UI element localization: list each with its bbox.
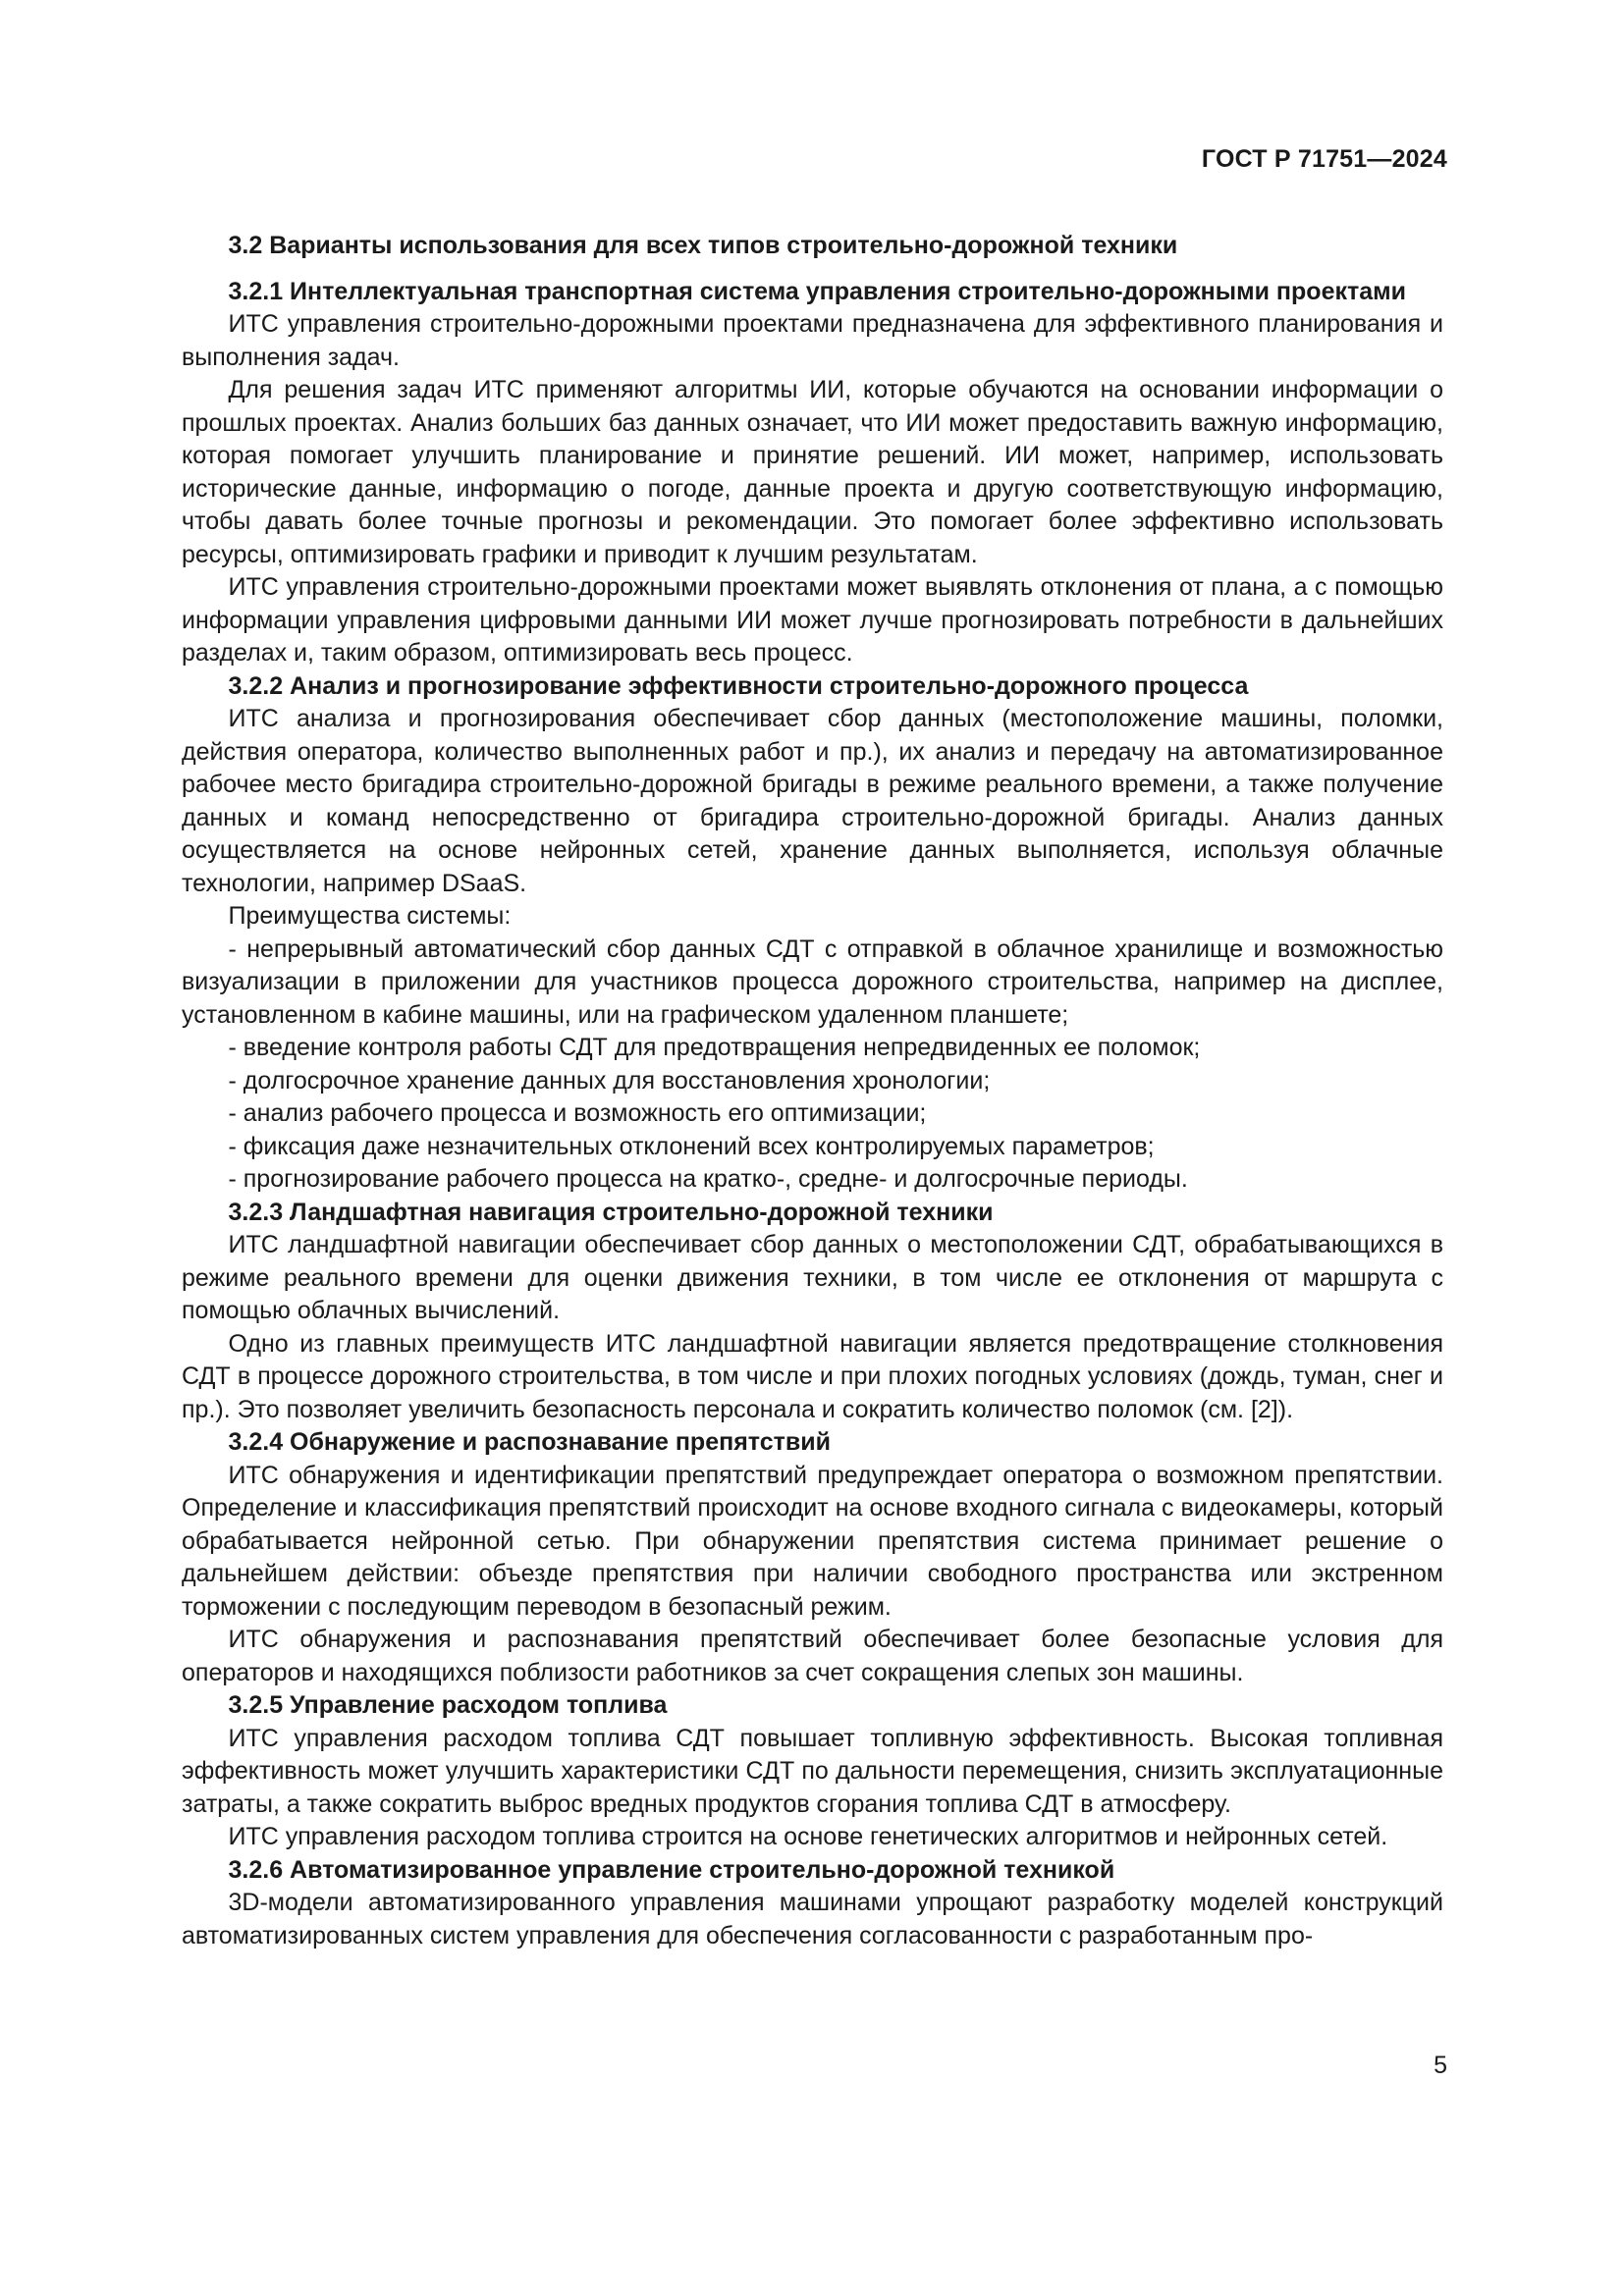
paragraph: ИТС анализа и прогнозирования обеспечивает сбор данных (местоположение машины, поломки, действия оператора, количество выполненных работ и пр.), их анализ и передачу на автоматизированное рабочее место бригадира строительно-дорожной бригады в режиме реального времени, а также получение данных и команд непосредственно от бригадира строительно-дорожной бригады. Анализ данных осуществляется на основе нейронных сетей, хранение данных выполняется, используя облачные технологии, например DSaaS. [182, 705, 1443, 897]
paragraph: ИТС управления расходом топлива СДТ повышает топливную эффективность. Высокая топливная эффективность может улучшить характеристики СДТ по дальности перемещения, снизить эксплуатационные затраты, а также сократить выброс вредных продуктов сгорания топлива СДТ в атмосферу. [182, 1724, 1443, 1818]
section-heading-3-2-3: 3.2.3 Ландшафтная навигация строительно-дорожной техники [228, 1198, 994, 1226]
list-item: - долгосрочное хранение данных для восстановления хронологии; [228, 1066, 991, 1095]
list-item: - непрерывный автоматический сбор данных СДТ с отправкой в облачное хранилище и возможностью визуализации в приложении для участников процесса дорожного строительства, например на дисплее, установленном в кабине машины, или на графическом удаленном планшете; [182, 934, 1443, 1029]
paragraph: Преимущества системы: [228, 902, 512, 930]
list-item: - анализ рабочего процесса и возможность его оптимизации; [228, 1099, 927, 1127]
paragraph: Для решения задач ИТС применяют алгоритмы ИИ, которые обучаются на основании информации о прошлых проектах. Анализ больших баз данных означает, что ИИ может предоставить важную информацию, которая помогает улучшить планирование и принятие решений. ИИ может, например, использовать исторические данные, информацию о погоде, данные проекта и другую соответствующую информацию, чтобы давать более точные прогнозы и рекомендации. Это помогает более эффективно использовать ресурсы, оптимизировать графики и приводит к лучшим результатам. [182, 376, 1443, 568]
paragraph: 3D-модели автоматизированного управления машинами упрощают разработку моделей конструкций автоматизированных систем управления для обеспечения согласованности с разработанным про- [182, 1889, 1443, 1949]
section-heading-3-2-6: 3.2.6 Автоматизированное управление строительно-дорожной техникой [228, 1855, 1115, 1884]
paragraph: Одно из главных преимуществ ИТС ландшафтной навигации является предотвращение столкновения СДТ в процессе дорожного строительства, в том числе и при плохих погодных условиях (дождь, туман, снег и пр.). Это позволяет увеличить безопасность персонала и сократить количество поломок (см. [2]). [182, 1329, 1443, 1423]
section-heading-3-2: 3.2 Варианты использования для всех типов строительно-дорожной техники [228, 232, 1178, 259]
standard-code: ГОСТ Р 71751—2024 [1201, 145, 1447, 173]
section-heading-3-2-2: 3.2.2 Анализ и прогнозирование эффективности строительно-дорожного процесса [228, 671, 1249, 700]
section-heading-3-2-1: 3.2.1 Интеллектуальная транспортная система управления строительно-дорожными проектами [228, 277, 1406, 305]
paragraph: ИТС управления строительно-дорожными проектами может выявлять отклонения от плана, а с помощью информации управления цифровыми данными ИИ может лучше прогнозировать потребности в дальнейших разделах и, таким образом, оптимизировать весь процесс. [182, 573, 1443, 667]
paragraph: ИТС ландшафтной навигации обеспечивает сбор данных о местоположении СДТ, обрабатывающихся в режиме реального времени для оценки движения техники, в том числе ее отклонения от маршрута с помощью облачных вычислений. [182, 1231, 1443, 1324]
paragraph: ИТС управления расходом топлива строится на основе генетических алгоритмов и нейронных сетей. [228, 1823, 1388, 1850]
paragraph: ИТС обнаружения и идентификации препятствий предупреждает оператора о возможном препятствии. Определение и классификация препятствий происходит на основе входного сигнала с видеокамеры, который обрабатывается нейронной сетью. При обнаружении препятствия система принимает решение о дальнейшем действии: объезде препятствия при наличии свободного пространства или экстренном торможении с последующим переводом в безопасный режим. [182, 1461, 1443, 1621]
list-item: - введение контроля работы СДТ для предотвращения непредвиденных ее поломок; [228, 1034, 1201, 1061]
section-heading-3-2-5: 3.2.5 Управление расходом топлива [228, 1691, 668, 1719]
section-heading-3-2-4: 3.2.4 Обнаружение и распознавание препятствий [228, 1428, 831, 1456]
paragraph: ИТС обнаружения и распознавания препятствий обеспечивает более безопасные условия для операторов и находящихся поблизости работников за счет сокращения слепых зон машины. [182, 1626, 1443, 1686]
list-item: - прогнозирование рабочего процесса на кратко-, средне- и долгосрочные периоды. [228, 1165, 1188, 1193]
list-item: - фиксация даже незначительных отклонений всех контролируемых параметров; [228, 1132, 1155, 1160]
page-content [182, 230, 1443, 1952]
page-number: 5 [1434, 2052, 1447, 2079]
paragraph: ИТС управления строительно-дорожными проектами предназначена для эффективного планирования и выполнения задач. [182, 310, 1443, 371]
